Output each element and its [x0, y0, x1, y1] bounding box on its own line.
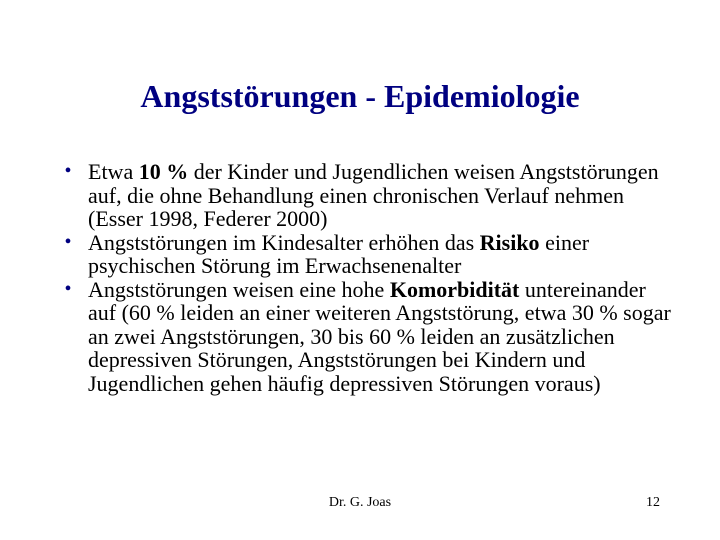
bullet-text-pre: Etwa	[88, 159, 139, 184]
page-number: 12	[646, 495, 660, 510]
bullet-text-bold: 10 %	[138, 159, 189, 184]
bullet-text-pre: Angststörungen weisen eine hohe	[88, 276, 390, 302]
bullet-icon: •	[64, 277, 72, 300]
bullet-text-bold: Risiko	[479, 229, 540, 255]
bullet-icon: •	[64, 230, 72, 253]
bullet-item	[58, 231, 678, 278]
bullet-text-bold: Komorbidität	[389, 276, 520, 302]
bullet-list	[58, 160, 678, 395]
bullet-text-pre: Angststörungen im Kindesalter erhöhen das	[88, 229, 480, 255]
bullet-item	[58, 278, 678, 396]
footer-author: Dr. G. Joas	[328, 495, 392, 510]
slide-title: Angststörungen - Epidemiologie	[140, 78, 580, 114]
bullet-text-post: untereinander auf (60 % leiden an einer weiteren Angststörung, etwa 30 % sogar an zwei Angststörungen, 30 bis 60 % leiden an zusätzlichen depressiven Störungen, Angststörungen bei Kindern und Jugendlichen gehen häufig depressiven Störungen voraus)	[88, 276, 671, 396]
bullet-text-post: der Kinder und Jugendlichen weisen Angststörungen auf, die ohne Behandlung einen chronischen Verlauf nehmen (Esser 1998, Federer 2000)	[88, 159, 659, 231]
bullet-text-post: einer psychischen Störung im Erwachsenenalter	[88, 229, 590, 278]
bullet-icon: •	[64, 160, 72, 182]
bullet-item	[58, 160, 678, 231]
